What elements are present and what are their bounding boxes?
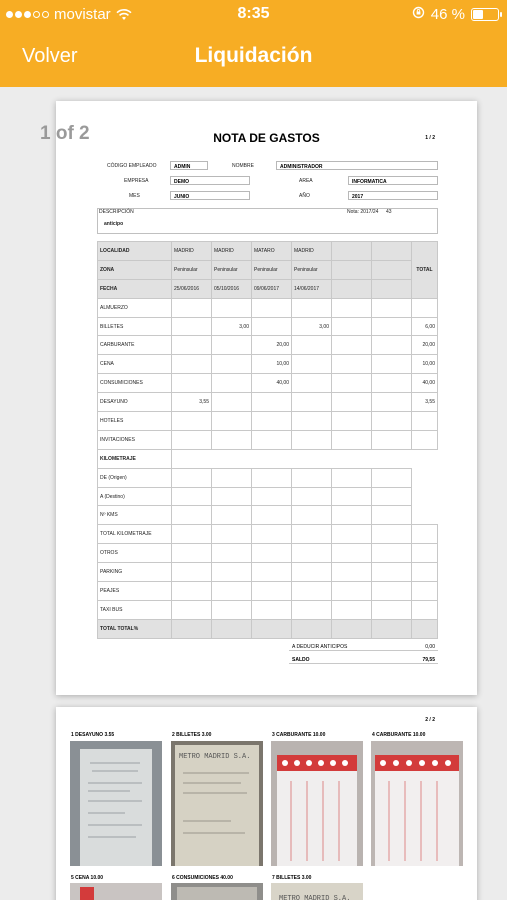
amount-cell [332,563,372,582]
page2-number: 2 / 2 [425,717,435,723]
row-label: TOTAL KILOMETRAJE [98,525,172,544]
status-bar [0,0,507,30]
amount-cell [292,412,332,431]
km-row [98,468,438,487]
row-label: ALMUERZO [98,298,172,317]
fecha-cell: 05/10/2016 [212,279,252,298]
document-page-2[interactable] [56,707,477,900]
km-label: A (Destino) [98,487,172,506]
table-row [98,412,438,431]
amount-cell [252,317,292,336]
amount-cell [172,317,212,336]
amount-cell [292,525,332,544]
row-total [412,563,438,582]
km-header: KILOMETRAJE [98,449,172,468]
amount-cell [292,355,332,374]
table-header-row [98,260,438,279]
status-time: 8:35 [237,5,270,22]
table-cell [172,449,212,468]
km-cell [292,468,332,487]
amount-cell [332,544,372,563]
row-total [412,544,438,563]
amount-cell [172,430,212,449]
ticket-text: METRO MADRID S.A. [279,895,351,900]
amount-cell [372,355,412,374]
amount-cell [252,525,292,544]
amount-cell [172,298,212,317]
amount-cell [332,298,372,317]
nota-label: Nota: 2017/24 [347,209,379,215]
amount-cell [172,582,212,601]
zona-cell: Peninsular [252,260,292,279]
pdf-viewer[interactable] [0,87,507,900]
km-cell [332,506,372,525]
deducir-label: A DEDUCIR ANTICIPOS [292,644,348,650]
amount-cell: 3,00 [212,317,252,336]
amount-cell [212,600,252,619]
localidad-cell [332,242,372,261]
receipt-photo-cena [70,883,162,900]
km-cell [372,487,412,506]
row-total [412,600,438,619]
table-row [98,544,438,563]
total-row [98,619,438,638]
amount-cell [252,393,292,412]
receipt-label: 4 CARBURANTE 10.00 [372,732,426,738]
km-label: DE (Origen) [98,468,172,487]
total-row-label: TOTAL TOTAL% [98,619,172,638]
amount-cell [212,393,252,412]
km-cell [252,506,292,525]
zona-cell: Peninsular [172,260,212,279]
fecha-header: FECHA [98,279,172,298]
row-total: 20,00 [412,336,438,355]
deducir-value: 0,00 [425,644,435,650]
carrier-name: movistar [54,6,111,23]
receipt-label: 5 CENA 10.00 [71,875,104,881]
row-label: BILLETES [98,317,172,336]
amount-cell [172,544,212,563]
ano-field: 2017 [348,191,438,200]
rotation-lock-icon [412,6,425,23]
fecha-cell: 14/06/2017 [292,279,332,298]
table-row [98,563,438,582]
receipt-label: 2 BILLETES 3.00 [172,732,212,738]
row-total [412,582,438,601]
amount-cell [332,600,372,619]
table-cell [292,619,332,638]
amount-cell [172,563,212,582]
receipt-photo-carburante [371,741,463,866]
amount-cell [252,412,292,431]
amount-cell [332,355,372,374]
row-total: 3,55 [412,393,438,412]
amount-cell [332,317,372,336]
saldo-value: 79,55 [422,657,435,663]
table-row [98,298,438,317]
km-cell [212,468,252,487]
mes-field: JUNIO [170,191,250,200]
amount-cell [252,582,292,601]
table-cell [372,449,412,468]
amount-cell [172,336,212,355]
ticket-text: METRO MADRID S.A. [179,753,251,761]
localidad-cell: MADRID [292,242,332,261]
fecha-cell: 09/06/2017 [252,279,292,298]
row-label: PEAJES [98,582,172,601]
amount-cell [372,393,412,412]
table-row [98,374,438,393]
table-cell [252,449,292,468]
amount-cell [292,393,332,412]
receipt-image [70,883,162,900]
km-cell [252,468,292,487]
nav-title: Liquidación [194,44,313,67]
amount-cell [212,430,252,449]
fecha-cell: 25/06/2016 [172,279,212,298]
amount-cell [292,374,332,393]
table-row [98,393,438,412]
amount-cell [372,582,412,601]
expense-table [97,241,438,639]
table-row [98,582,438,601]
amount-cell [252,298,292,317]
receipt-image [70,741,162,866]
table-cell [212,449,252,468]
amount-cell [292,544,332,563]
amount-cell [372,600,412,619]
zona-cell [332,260,372,279]
fecha-cell [372,279,412,298]
amount-cell [332,393,372,412]
amount-cell: 10,00 [252,355,292,374]
amount-cell [252,544,292,563]
battery-fill [473,10,483,19]
row-label: OTROS [98,544,172,563]
nombre-label: NOMBRE [232,163,254,169]
table-row [98,600,438,619]
table-cell [372,619,412,638]
amount-cell [212,525,252,544]
document-page-1[interactable] [56,101,477,695]
zona-cell: Peninsular [292,260,332,279]
row-label: CONSUMICIONES [98,374,172,393]
nombre-field: ADMINISTRADOR [276,161,438,170]
amount-cell: 20,00 [252,336,292,355]
table-cell [212,619,252,638]
localidad-cell [372,242,412,261]
row-label: CARBURANTE [98,336,172,355]
row-total [412,412,438,431]
amount-cell [372,412,412,431]
row-label: PARKING [98,563,172,582]
amount-cell: 40,00 [252,374,292,393]
amount-cell: 3,00 [292,317,332,336]
row-total: 6,00 [412,317,438,336]
km-cell [372,506,412,525]
row-total [412,525,438,544]
amount-cell [212,563,252,582]
row-label: HOTELES [98,412,172,431]
codigo-label: CÓDIGO EMPLEADO [107,163,157,169]
document-title: NOTA DE GASTOS [213,131,320,145]
table-cell [292,449,332,468]
km-cell [332,468,372,487]
receipt-photo-billetes [171,741,263,866]
amount-cell [372,317,412,336]
saldo-row [289,654,438,664]
km-cell [212,487,252,506]
back-button[interactable]: Volver [22,45,78,67]
localidad-cell: MATARO [252,242,292,261]
table-row [98,355,438,374]
row-label: INVITACIONES [98,430,172,449]
km-cell [292,506,332,525]
row-total: 10,00 [412,355,438,374]
row-label: DESAYUNO [98,393,172,412]
receipt-photo-consumiciones [171,883,263,900]
km-header-row [98,449,438,468]
zona-header: ZONA [98,260,172,279]
amount-cell [292,430,332,449]
amount-cell [292,582,332,601]
km-cell [372,468,412,487]
km-cell [212,506,252,525]
amount-cell [332,336,372,355]
amount-cell [212,582,252,601]
fecha-cell [332,279,372,298]
receipt-photo-billetes-2 [271,883,363,900]
total-header: TOTAL [412,242,438,299]
amount-cell [252,430,292,449]
amount-cell [332,582,372,601]
document-page-number: 1 / 2 [425,135,435,141]
amount-cell [372,298,412,317]
table-header-row [98,279,438,298]
amount-cell [212,298,252,317]
descripcion-value: anticipo [104,221,124,227]
receipt-image [271,741,363,866]
status-right [412,6,499,23]
amount-cell: 3,55 [172,393,212,412]
amount-cell [292,600,332,619]
codigo-field: ADMIN [170,161,208,170]
localidad-cell: MADRID [212,242,252,261]
km-cell [172,468,212,487]
table-cell [172,619,212,638]
amount-cell [172,355,212,374]
km-row [98,487,438,506]
localidad-cell: MADRID [172,242,212,261]
nav-bar [0,30,507,87]
receipt-photo-desayuno [70,741,162,866]
descripcion-label: DESCRIPCIÓN [99,209,134,215]
table-cell [412,468,438,487]
amount-cell [212,336,252,355]
row-total: 40,00 [412,374,438,393]
table-header-row [98,242,438,261]
amount-cell [252,600,292,619]
receipt-label: 6 CONSUMICIONES 40.00 [172,875,233,881]
row-label: CENA [98,355,172,374]
amount-cell [332,525,372,544]
zona-cell [372,260,412,279]
row-total [412,430,438,449]
table-cell [412,506,438,525]
receipt-label: 1 DESAYUNO 3.55 [71,732,115,738]
km-cell [172,506,212,525]
receipt-image [171,883,263,900]
table-cell [332,619,372,638]
amount-cell [172,600,212,619]
km-row [98,506,438,525]
receipt-label: 3 CARBURANTE 10.00 [272,732,326,738]
receipt-label: 7 BILLETES 3.00 [272,875,312,881]
amount-cell [372,563,412,582]
amount-cell [212,412,252,431]
table-cell [332,449,372,468]
ano-label: AÑO [299,193,310,199]
km-cell [172,487,212,506]
amount-cell [332,430,372,449]
amount-cell [292,563,332,582]
table-row [98,336,438,355]
empresa-label: EMPRESA [124,178,149,184]
saldo-label: SALDO [292,657,310,663]
amount-cell [172,525,212,544]
deducir-row [289,641,438,651]
amount-cell [372,374,412,393]
empresa-field: DEMO [170,176,250,185]
km-cell [292,487,332,506]
amount-cell [292,336,332,355]
amount-cell [332,374,372,393]
table-row [98,430,438,449]
table-row [98,317,438,336]
area-label: AREA [299,178,313,184]
localidad-header: LOCALIDAD [98,242,172,261]
amount-cell [372,544,412,563]
area-field: INFORMATICA [348,176,438,185]
battery-icon [471,8,499,21]
amount-cell [212,355,252,374]
table-cell [252,619,292,638]
receipt-image [371,741,463,866]
zona-cell: Peninsular [212,260,252,279]
nota-value: 43 [386,209,392,215]
amount-cell [372,336,412,355]
km-cell [252,487,292,506]
receipt-photo-carburante [271,741,363,866]
row-label: TAXI BUS [98,600,172,619]
amount-cell [252,563,292,582]
amount-cell [332,412,372,431]
table-cell [412,487,438,506]
km-cell [332,487,372,506]
table-cell [412,449,438,468]
row-total [412,298,438,317]
amount-cell [372,430,412,449]
amount-cell [212,544,252,563]
table-row [98,525,438,544]
table-cell [412,619,438,638]
battery-percent: 46 % [430,6,465,23]
amount-cell [212,374,252,393]
amount-cell [292,298,332,317]
amount-cell [172,412,212,431]
mes-label: MES [129,193,140,199]
page-indicator: 1 of 2 [40,123,90,144]
amount-cell [172,374,212,393]
amount-cell [372,525,412,544]
km-label: Nº KMS [98,506,172,525]
